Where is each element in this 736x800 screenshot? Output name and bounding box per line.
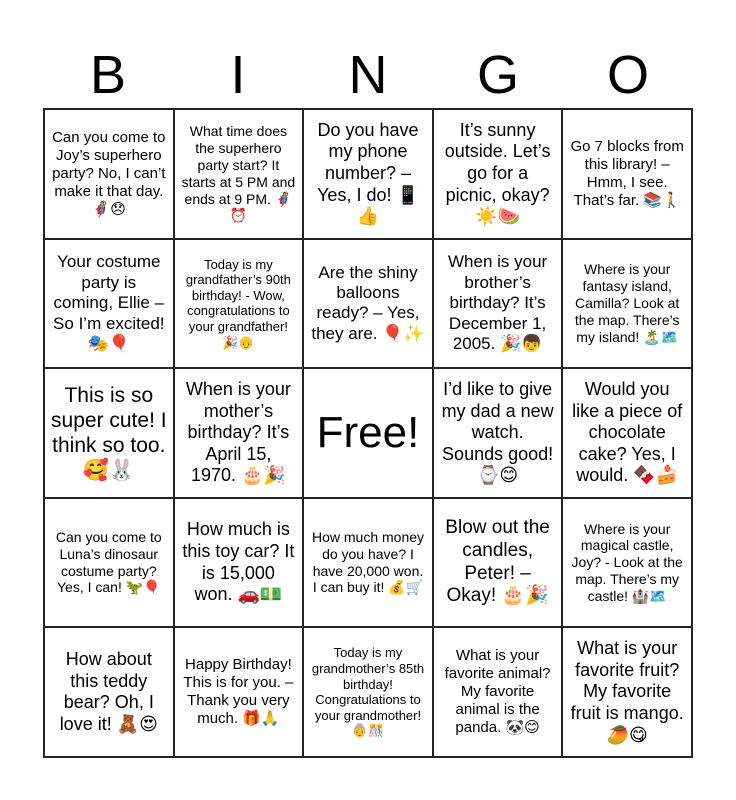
bingo-cell-20[interactable]: Where is your magical castle, Joy? - Look at the map. There’s my castle! 🏰🗺️	[562, 498, 692, 628]
bingo-cell-free[interactable]: Free!	[303, 368, 433, 498]
bingo-cell-22[interactable]: Happy Birthday! This is for you. – Thank you very much. 🎁🙏	[174, 627, 304, 757]
bingo-cell-21[interactable]: How about this teddy bear? Oh, I love it! 🧸😍	[44, 627, 174, 757]
bingo-cell-14[interactable]: I’d like to give my dad a new watch. Sounds good! ⌚😊	[433, 368, 563, 498]
header-letter-b: B	[89, 45, 127, 105]
bingo-cell-6[interactable]: Your costume party is coming, Ellie – So I’m excited! 🎭🎈	[44, 239, 174, 369]
bingo-header	[43, 42, 693, 108]
bingo-cell-17[interactable]: How much is this toy car? It is 15,000 won. 🚗💵	[174, 498, 304, 628]
bingo-cell-3[interactable]: Do you have my phone number? – Yes, I do! 📱👍	[303, 109, 433, 239]
bingo-grid	[43, 108, 693, 758]
header-letter-n: N	[348, 45, 388, 105]
bingo-cell-15[interactable]: Would you like a piece of chocolate cake? Yes, I would. 🍫🍰	[562, 368, 692, 498]
bingo-cell-1[interactable]: Can you come to Joy’s superhero party? No, I can’t make it that day. 🦸‍♀️😞	[44, 109, 174, 239]
header-letter-i: I	[230, 45, 246, 105]
bingo-cell-16[interactable]: Can you come to Luna’s dinosaur costume party? Yes, I can! 🦖🎈	[44, 498, 174, 628]
bingo-cell-7[interactable]: Today is my grandfather’s 90th birthday! - Wow, congratulations to your grandfather! 🎉👴	[174, 239, 304, 369]
bingo-cell-19[interactable]: Blow out the candles, Peter! – Okay! 🎂🎉	[433, 498, 563, 628]
bingo-cell-2[interactable]: What time does the superhero party start? It starts at 5 PM and ends at 9 PM. 🦸‍♀️⏰	[174, 109, 304, 239]
bingo-cell-12[interactable]: When is your mother’s birthday? It’s April 15, 1970. 🎂🎉	[174, 368, 304, 498]
bingo-cell-9[interactable]: When is your brother’s birthday? It’s December 1, 2005. 🎉👦	[433, 239, 563, 369]
bingo-cell-18[interactable]: How much money do you have? I have 20,000 won. I can buy it! 💰🛒	[303, 498, 433, 628]
bingo-cell-11[interactable]: This is so super cute! I think so too. 🥰🐰	[44, 368, 174, 498]
header-letter-g: G	[476, 45, 519, 105]
bingo-cell-24[interactable]: What is your favorite animal? My favorite animal is the panda. 🐼😊	[433, 627, 563, 757]
bingo-cell-5[interactable]: Go 7 blocks from this library! – Hmm, I see. That’s far. 📚🚶	[562, 109, 692, 239]
header-letter-o: O	[606, 45, 649, 105]
bingo-cell-4[interactable]: It’s sunny outside. Let’s go for a picnic, okay? ☀️🍉	[433, 109, 563, 239]
bingo-cell-25[interactable]: What is your favorite fruit? My favorite fruit is mango. 🥭😋	[562, 627, 692, 757]
bingo-cell-23[interactable]: Today is my grandmother’s 85th birthday! Congratulations to your grandmother! 👵🎊	[303, 627, 433, 757]
bingo-cell-10[interactable]: Where is your fantasy island, Camilla? Look at the map. There’s my island! 🏝️🗺️	[562, 239, 692, 369]
bingo-cell-8[interactable]: Are the shiny balloons ready? – Yes, they are. 🎈✨	[303, 239, 433, 369]
